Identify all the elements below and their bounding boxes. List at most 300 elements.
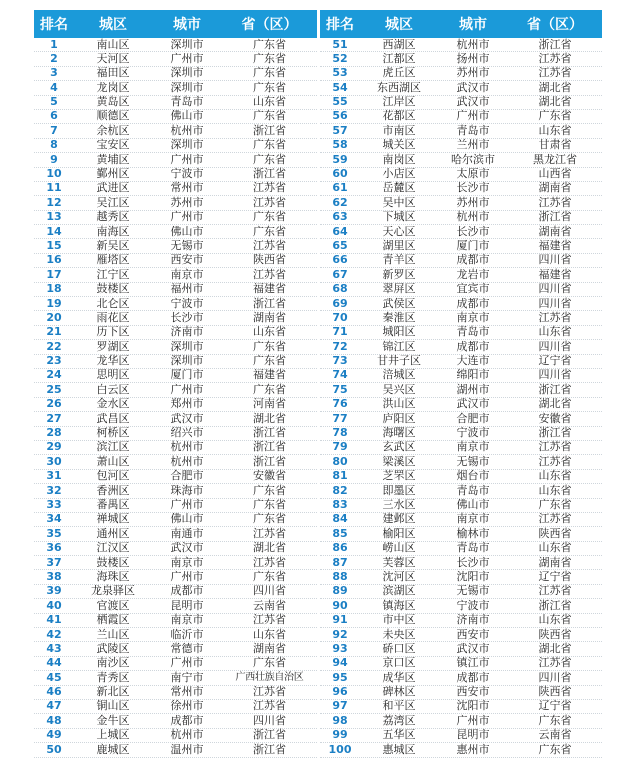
- city-cell: 沈阳市: [456, 699, 490, 713]
- table-row: [320, 67, 602, 81]
- table-row: [320, 470, 602, 484]
- city-cell: 常德市: [170, 641, 204, 655]
- district-cell: 南海区: [96, 224, 130, 238]
- table-row: [34, 470, 317, 484]
- rank-cell: 65: [332, 238, 348, 252]
- table-row: [34, 52, 317, 66]
- city-cell: 扬州市: [456, 51, 490, 65]
- province-cell: 广东省: [538, 498, 572, 511]
- rank-cell: 37: [46, 555, 62, 569]
- province-cell: 山西省: [538, 167, 572, 181]
- rank-cell: 19: [46, 296, 62, 310]
- district-cell: 香洲区: [96, 483, 130, 497]
- district-cell: 兰山区: [96, 627, 130, 641]
- city-cell: 深圳市: [170, 339, 204, 353]
- city-cell: 青岛市: [456, 325, 490, 339]
- table-row: [34, 642, 317, 656]
- province-cell: 辽宁省: [538, 569, 572, 583]
- district-cell: 洪山区: [382, 397, 416, 411]
- table-body: [34, 38, 317, 758]
- district-cell: 龙岗区: [96, 80, 130, 94]
- province-cell: 四川省: [538, 339, 572, 353]
- table-row: [320, 239, 602, 253]
- table-row: [34, 714, 317, 728]
- province-cell: 浙江省: [538, 210, 572, 224]
- province-cell: 江苏省: [253, 685, 286, 699]
- province-cell: 广东省: [253, 109, 286, 123]
- table-row: [320, 81, 602, 95]
- rank-cell: 22: [46, 339, 62, 353]
- table-row: [320, 168, 602, 182]
- district-cell: 和平区: [382, 699, 416, 713]
- province-cell: 湖北省: [538, 397, 572, 411]
- province-cell: 福建省: [253, 368, 286, 382]
- rank-cell: 74: [332, 368, 348, 382]
- table-row: [34, 599, 317, 613]
- rank-cell: 30: [46, 454, 62, 468]
- district-cell: 罗湖区: [96, 339, 130, 353]
- rank-cell: 38: [46, 569, 62, 583]
- rank-cell: 99: [332, 728, 348, 742]
- district-cell: 青秀区: [96, 670, 130, 684]
- district-cell: 甘井子区: [377, 354, 421, 368]
- district-cell: 武进区: [96, 181, 130, 195]
- city-cell: 济南市: [170, 325, 204, 339]
- district-cell: 五华区: [382, 728, 416, 742]
- rank-cell: 57: [332, 123, 348, 137]
- rank-cell: 34: [46, 512, 62, 526]
- table-row: [34, 527, 317, 541]
- district-cell: 滨湖区: [382, 584, 416, 598]
- city-cell: 宁波市: [170, 167, 204, 181]
- district-cell: 崂山区: [382, 541, 416, 555]
- rank-cell: 52: [332, 51, 348, 65]
- province-cell: 辽宁省: [538, 354, 572, 368]
- province-cell: 广东省: [253, 569, 286, 583]
- province-cell: 辽宁省: [538, 699, 572, 713]
- table-row: [34, 398, 317, 412]
- rank-cell: 59: [332, 152, 348, 166]
- province-cell: 四川省: [538, 368, 572, 382]
- province-cell: 江苏省: [253, 613, 286, 627]
- district-cell: 武陵区: [96, 641, 130, 655]
- province-cell: 江苏省: [538, 310, 572, 324]
- district-cell: 涪城区: [382, 368, 416, 382]
- rank-cell: 92: [332, 627, 348, 641]
- table-row: [34, 81, 317, 95]
- table-row: [34, 38, 317, 52]
- city-cell: 广州市: [170, 498, 204, 511]
- province-cell: 广东省: [253, 656, 286, 670]
- rank-cell: 8: [50, 138, 58, 152]
- rank-cell: 1: [50, 37, 58, 51]
- district-cell: 新北区: [96, 685, 130, 699]
- rank-cell: 11: [46, 181, 62, 195]
- district-cell: 鄞州区: [96, 167, 130, 181]
- city-cell: 杭州市: [170, 454, 204, 468]
- city-cell: 深圳市: [170, 80, 204, 94]
- rank-cell: 80: [332, 454, 348, 468]
- rank-cell: 97: [332, 699, 348, 713]
- district-cell: 碑林区: [382, 685, 416, 699]
- city-cell: 绵阳市: [456, 368, 490, 382]
- table-row: [320, 369, 602, 383]
- district-cell: 市南区: [382, 123, 416, 137]
- province-cell: 湖北省: [538, 95, 572, 109]
- table-row: [320, 124, 602, 138]
- province-cell: 福建省: [253, 282, 286, 296]
- city-cell: 广州市: [170, 152, 204, 166]
- province-cell: 广东省: [538, 742, 572, 756]
- province-cell: 广东省: [253, 354, 286, 368]
- rank-cell: 68: [332, 282, 348, 296]
- district-cell: 下城区: [382, 210, 416, 224]
- city-cell: 南通市: [170, 526, 204, 540]
- city-cell: 烟台市: [456, 469, 490, 483]
- table-row: [320, 484, 602, 498]
- table-row: [320, 499, 602, 513]
- city-cell: 厦门市: [170, 368, 204, 382]
- district-cell: 城关区: [382, 138, 416, 152]
- table-row: [34, 614, 317, 628]
- city-cell: 成都市: [170, 713, 204, 727]
- city-cell: 广州市: [170, 569, 204, 583]
- table-row: [34, 484, 317, 498]
- district-cell: 上城区: [96, 728, 130, 742]
- province-cell: 江苏省: [538, 454, 572, 468]
- district-cell: 玄武区: [382, 440, 416, 454]
- table-row: [34, 513, 317, 527]
- district-cell: 南山区: [96, 37, 130, 51]
- district-cell: 市中区: [382, 613, 416, 627]
- district-cell: 天心区: [382, 224, 416, 238]
- city-cell: 苏州市: [170, 195, 204, 209]
- city-cell: 佛山市: [170, 512, 204, 526]
- district-cell: 越秀区: [96, 210, 130, 224]
- province-cell: 甘肃省: [538, 138, 572, 152]
- rank-cell: 72: [332, 339, 348, 353]
- province-cell: 江苏省: [253, 195, 286, 209]
- rank-cell: 96: [332, 685, 348, 699]
- city-cell: 无锡市: [456, 454, 490, 468]
- province-cell: 浙江省: [253, 742, 286, 756]
- district-cell: 荔湾区: [382, 713, 416, 727]
- province-cell: 广东省: [253, 339, 286, 353]
- province-cell: 湖北省: [253, 411, 286, 425]
- table-row: [34, 311, 317, 325]
- city-cell: 佛山市: [170, 109, 204, 123]
- district-cell: 未央区: [382, 627, 416, 641]
- province-cell: 山东省: [253, 627, 286, 641]
- table-row: [320, 254, 602, 268]
- table-row: [320, 585, 602, 599]
- province-cell: 浙江省: [253, 728, 286, 742]
- city-cell: 湖州市: [456, 382, 490, 396]
- header-rank: 排名: [326, 17, 354, 33]
- city-cell: 青岛市: [456, 483, 490, 497]
- city-cell: 成都市: [456, 253, 490, 267]
- province-cell: 湖北省: [253, 541, 286, 555]
- rank-cell: 82: [332, 483, 348, 497]
- rank-cell: 63: [332, 210, 348, 224]
- district-cell: 黄埔区: [96, 152, 130, 166]
- district-cell: 黄岛区: [96, 95, 130, 109]
- rank-cell: 69: [332, 296, 348, 310]
- table-row: [34, 427, 317, 441]
- rank-cell: 33: [46, 498, 62, 511]
- district-cell: 小店区: [382, 167, 416, 181]
- province-cell: 浙江省: [538, 37, 572, 51]
- city-cell: 宁波市: [456, 426, 490, 440]
- district-cell: 建邺区: [382, 512, 416, 526]
- province-cell: 陕西省: [253, 253, 286, 267]
- table-row: [320, 326, 602, 340]
- table-row: [34, 268, 317, 282]
- province-cell: 安徽省: [538, 411, 572, 425]
- city-cell: 珠海市: [170, 483, 204, 497]
- table-row: [34, 383, 317, 397]
- table-row: [34, 412, 317, 426]
- rank-cell: 83: [332, 498, 348, 511]
- city-cell: 惠州市: [456, 742, 490, 756]
- rank-cell: 15: [46, 238, 62, 252]
- table-row: [320, 614, 602, 628]
- city-cell: 无锡市: [170, 238, 204, 252]
- rank-cell: 77: [332, 411, 348, 425]
- district-cell: 虎丘区: [382, 66, 416, 80]
- district-cell: 官渡区: [96, 598, 130, 612]
- district-cell: 萧山区: [96, 454, 130, 468]
- table-row: [320, 642, 602, 656]
- rank-cell: 27: [46, 411, 62, 425]
- province-cell: 浙江省: [253, 296, 286, 310]
- table-row: [320, 153, 602, 167]
- district-cell: 城阳区: [382, 325, 416, 339]
- province-cell: 浙江省: [253, 123, 286, 137]
- city-cell: 南京市: [170, 267, 204, 281]
- province-cell: 福建省: [538, 267, 572, 281]
- district-cell: 吴兴区: [382, 382, 416, 396]
- table-row: [320, 412, 602, 426]
- province-cell: 湖南省: [538, 181, 572, 195]
- table-row: [320, 455, 602, 469]
- city-cell: 哈尔滨市: [451, 152, 495, 166]
- rank-cell: 56: [332, 109, 348, 123]
- district-cell: 青羊区: [382, 253, 416, 267]
- city-cell: 西安市: [456, 627, 490, 641]
- district-cell: 宝安区: [96, 138, 130, 152]
- table-row: [320, 182, 602, 196]
- table-row: [320, 700, 602, 714]
- rank-cell: 48: [46, 713, 62, 727]
- rank-cell: 17: [46, 267, 62, 281]
- header-district: 城区: [385, 17, 413, 33]
- rank-cell: 18: [46, 282, 62, 296]
- city-cell: 武汉市: [456, 80, 490, 94]
- district-cell: 吴中区: [382, 195, 416, 209]
- city-cell: 郑州市: [170, 397, 204, 411]
- city-cell: 成都市: [170, 584, 204, 598]
- province-cell: 云南省: [253, 598, 286, 612]
- table-row: [320, 556, 602, 570]
- city-cell: 大连市: [456, 354, 490, 368]
- ranking-table-left: [34, 10, 317, 762]
- province-cell: 安徽省: [253, 469, 286, 483]
- province-cell: 浙江省: [253, 454, 286, 468]
- header-district: 城区: [99, 17, 127, 33]
- province-cell: 山东省: [538, 541, 572, 555]
- rank-cell: 87: [332, 555, 348, 569]
- rank-cell: 76: [332, 397, 348, 411]
- city-cell: 榆林市: [456, 526, 490, 540]
- table-row: [34, 211, 317, 225]
- city-cell: 广州市: [170, 656, 204, 670]
- city-cell: 佛山市: [456, 498, 490, 511]
- city-cell: 广州市: [456, 713, 490, 727]
- table-row: [34, 441, 317, 455]
- city-cell: 广州市: [170, 51, 204, 65]
- district-cell: 江宁区: [96, 267, 130, 281]
- district-cell: 滨江区: [96, 440, 130, 454]
- table-row: [34, 628, 317, 642]
- province-cell: 四川省: [538, 670, 572, 684]
- table-row: [34, 657, 317, 671]
- district-cell: 翠屏区: [382, 282, 416, 296]
- province-cell: 湖南省: [253, 310, 286, 324]
- city-cell: 昆明市: [170, 598, 204, 612]
- header-province: 省（区）: [241, 17, 298, 33]
- city-cell: 广州市: [456, 109, 490, 123]
- city-cell: 成都市: [456, 296, 490, 310]
- rank-cell: 6: [50, 109, 58, 123]
- rank-cell: 21: [46, 325, 62, 339]
- city-cell: 武汉市: [170, 411, 204, 425]
- city-cell: 兰州市: [456, 138, 490, 152]
- province-cell: 浙江省: [253, 167, 286, 181]
- rank-cell: 60: [332, 167, 348, 181]
- rank-cell: 46: [46, 685, 62, 699]
- rank-cell: 70: [332, 310, 348, 324]
- province-cell: 浙江省: [538, 598, 572, 612]
- district-cell: 湖里区: [382, 238, 416, 252]
- header-rank: 排名: [40, 17, 68, 33]
- district-cell: 雁塔区: [96, 253, 130, 267]
- district-cell: 三水区: [382, 498, 416, 511]
- city-cell: 长沙市: [456, 181, 490, 195]
- province-cell: 陕西省: [538, 685, 572, 699]
- district-cell: 历下区: [96, 325, 130, 339]
- rank-cell: 14: [46, 224, 62, 238]
- rank-cell: 88: [332, 569, 348, 583]
- rank-cell: 61: [332, 181, 348, 195]
- city-cell: 西安市: [170, 253, 204, 267]
- district-cell: 番禺区: [96, 498, 130, 511]
- province-cell: 江苏省: [253, 267, 286, 281]
- rank-cell: 95: [332, 670, 348, 684]
- city-cell: 西安市: [456, 685, 490, 699]
- rank-cell: 40: [46, 598, 62, 612]
- table-row: [34, 369, 317, 383]
- district-cell: 鼓楼区: [96, 555, 130, 569]
- province-cell: 江苏省: [253, 555, 286, 569]
- district-cell: 武侯区: [382, 296, 416, 310]
- city-cell: 苏州市: [456, 66, 490, 80]
- district-cell: 硚口区: [382, 641, 416, 655]
- district-cell: 江汉区: [96, 541, 130, 555]
- province-cell: 江苏省: [538, 440, 572, 454]
- table-row: [34, 297, 317, 311]
- city-cell: 昆明市: [456, 728, 490, 742]
- province-cell: 山东省: [538, 613, 572, 627]
- table-row: [320, 599, 602, 613]
- rank-cell: 44: [46, 656, 62, 670]
- rank-cell: 79: [332, 440, 348, 454]
- district-cell: 柯桥区: [96, 426, 130, 440]
- rank-cell: 94: [332, 656, 348, 670]
- table-row: [34, 340, 317, 354]
- table-row: [34, 283, 317, 297]
- district-cell: 白云区: [96, 382, 130, 396]
- table-row: [320, 628, 602, 642]
- district-cell: 惠城区: [382, 742, 416, 756]
- city-cell: 武汉市: [456, 95, 490, 109]
- rank-cell: 78: [332, 426, 348, 440]
- rank-cell: 50: [46, 742, 62, 756]
- city-cell: 温州市: [170, 742, 204, 756]
- table-row: [320, 527, 602, 541]
- district-cell: 思明区: [96, 368, 130, 382]
- table-row: [34, 671, 317, 685]
- province-cell: 山东省: [538, 325, 572, 339]
- table-row: [320, 657, 602, 671]
- rank-cell: 16: [46, 253, 62, 267]
- district-cell: 武昌区: [96, 411, 130, 425]
- rank-cell: 3: [50, 66, 58, 80]
- city-cell: 绍兴市: [170, 426, 204, 440]
- table-row: [34, 355, 317, 369]
- rank-cell: 75: [332, 382, 348, 396]
- rank-cell: 28: [46, 426, 62, 440]
- table-row: [320, 96, 602, 110]
- city-cell: 深圳市: [170, 354, 204, 368]
- rank-cell: 25: [46, 382, 62, 396]
- city-cell: 青岛市: [456, 123, 490, 137]
- rank-cell: 2: [50, 51, 58, 65]
- district-cell: 岳麓区: [382, 181, 416, 195]
- city-cell: 武汉市: [456, 397, 490, 411]
- city-cell: 临沂市: [170, 627, 204, 641]
- rank-cell: 32: [46, 483, 62, 497]
- province-cell: 广东省: [253, 483, 286, 497]
- table-header: [320, 10, 602, 38]
- city-cell: 广州市: [170, 382, 204, 396]
- province-cell: 湖北省: [538, 641, 572, 655]
- table-row: [320, 52, 602, 66]
- table-row: [34, 743, 317, 757]
- table-row: [34, 196, 317, 210]
- province-cell: 山东省: [538, 483, 572, 497]
- city-cell: 徐州市: [170, 699, 204, 713]
- province-cell: 广东省: [253, 498, 286, 511]
- rank-cell: 29: [46, 440, 62, 454]
- rank-cell: 9: [50, 152, 58, 166]
- district-cell: 海曙区: [382, 426, 416, 440]
- table-row: [34, 585, 317, 599]
- province-cell: 湖南省: [538, 224, 572, 238]
- district-cell: 顺德区: [96, 109, 130, 123]
- district-cell: 南岗区: [382, 152, 416, 166]
- rank-cell: 91: [332, 613, 348, 627]
